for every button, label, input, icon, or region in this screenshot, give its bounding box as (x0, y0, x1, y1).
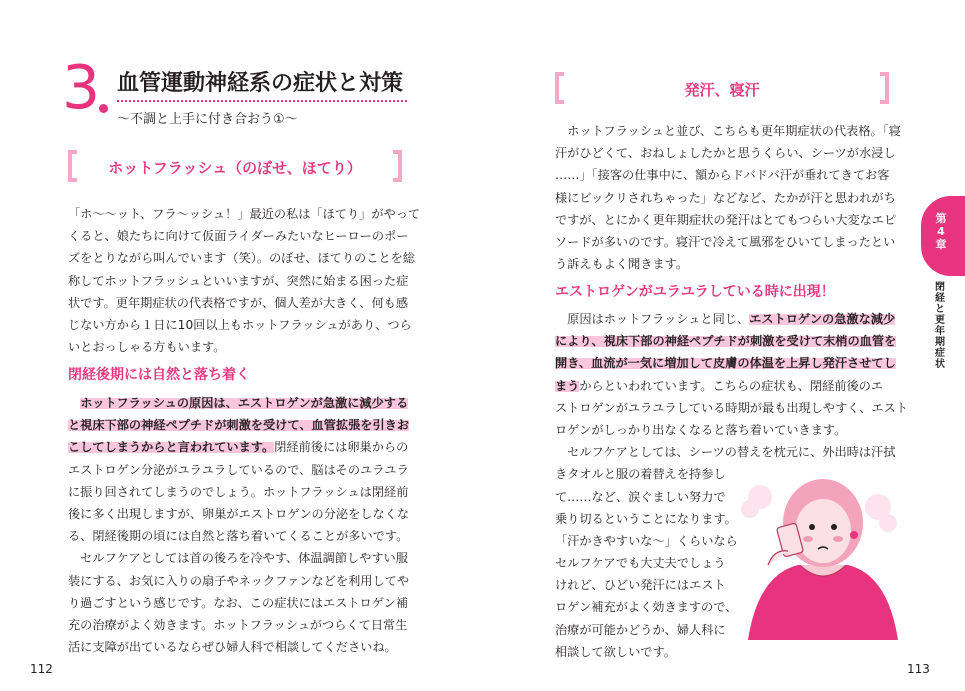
highlight-text: こしてしまうからと言われています。 (68, 440, 275, 455)
text-line: 汗がひどくて、おねしょしたかと思うくらい、シーツが水浸し (555, 146, 896, 161)
chapter-side-label: 閉経と更年期症状 (935, 282, 945, 370)
text-line: エストロゲン分泌がユラユラしているので、脳はそのユラユラ (68, 462, 409, 477)
text-line: いとおっしゃる方もいます。 (68, 340, 226, 355)
text-line (68, 414, 409, 436)
text-fragment: 原因はホットフラッシュと同じ、 (555, 312, 750, 326)
text-line: ホットフラッシュと並び、こちらも更年期症状の代表格。「寝 (555, 124, 901, 138)
highlight-text: により、視床下部の神経ペプチドが刺激を受けて末梢の血管を (555, 334, 897, 349)
text-line: 様にビックリされちゃった」などなど、たかが汗と思われがち (555, 190, 896, 205)
text-line: て……など、涙ぐましい努力で (555, 489, 726, 504)
text-line: 状です。更年期症状の代表格ですが、個人差が大きく、何も感 (68, 295, 409, 310)
highlight-text: 開き、血流が一気に増加して皮膚の体温を上昇し発汗させてし (555, 356, 896, 371)
chapter-dot (99, 104, 108, 113)
text-line: り過ごすという感じです。なお、この症状にはエストロゲン補 (68, 595, 409, 610)
section-heading-text: ホットフラッシュ（のぼせ、ほてり） (108, 159, 362, 177)
text-line: ソードが多いのです。寝汗で冷えて風邪をひいてしまったとい (555, 234, 896, 249)
bracket-right (880, 72, 889, 104)
chapter-number: 3 (62, 53, 99, 123)
sub-heading: エストロゲンがユラユラしている時に出現！ (555, 284, 835, 300)
text-line: セルフケアとしては、シーツの替えを枕元に、外出時は汗拭 (555, 445, 896, 460)
highlight-text: と視床下部の神経ペプチドが刺激を受けて、血管拡張を引きお (68, 418, 410, 433)
chapter-tab-text: 第4章 (935, 212, 947, 251)
page-number-right: 113 (907, 662, 930, 676)
text-line (555, 308, 908, 330)
text-line (68, 392, 409, 414)
text-line: けれど、ひどい発汗にはエスト (555, 578, 726, 593)
text-line: 充の治療がよく効きます。ホットフラッシュがつらくて日常生 (68, 617, 408, 632)
text-line (555, 330, 908, 352)
text-line: ですが、とにかく更年期症状の発汗はとてもつらい大変なエピ (555, 212, 897, 227)
chapter-title: 血管運動神経系の症状と対策 (117, 71, 404, 96)
text-line: 活に支障が出ているならぜひ婦人科で相談してくださいね。 (68, 640, 397, 655)
chapter-rule (117, 100, 407, 102)
text-line: ……」「接客の仕事中に、額からドバドバ汗が垂れてきてお客 (555, 168, 890, 183)
section-heading-text: 発汗、寝汗 (684, 81, 760, 99)
text-line: 治療が可能かどうか、婦人科に (555, 622, 726, 637)
text-line: 乗り切るということになります。 (555, 511, 737, 526)
text-line: 「汗かきやすいな〜」くらいなら (555, 533, 738, 548)
text-line: に振り回されてしまうのでしょう。ホットフラッシュは閉経前 (68, 484, 409, 499)
highlight-text: エストロゲンの急激な減少 (749, 312, 896, 326)
text-line: ストロゲンがユラユラしている時期が最も出現しやすく、エスト (555, 400, 908, 415)
text-line: 相談して欲しいです。 (555, 644, 676, 659)
sweating-woman-illustration (738, 465, 908, 640)
section-heading-hot-flash (68, 150, 402, 184)
left-page (0, 0, 482, 691)
section1-body (68, 203, 420, 358)
page-number-left: 112 (30, 662, 53, 676)
text-fragment: からといわれています。こちらの症状も、閉経前後のエ (579, 378, 884, 393)
text-line: ロゲン補充がよく効きますので、 (555, 600, 738, 615)
highlight-text: ホットフラッシュの原因は、エストロゲンが急激に減少する (80, 396, 409, 410)
text-line: 装にする、お気に入りの扇子やネックファンなどを利用してや (68, 573, 410, 588)
text-line: セルフケアとしては首の後ろを冷やす、体温調節しやすい服 (68, 551, 408, 566)
text-line: 称してホットフラッシュといいますが、突然に始まる困った症 (68, 273, 409, 288)
text-line: る、閉経後期の頃には自然と落ち着いてくることが多いです。 (68, 529, 409, 544)
text-line: じない方から１日に10回以上もホットフラッシュがあり、つら (68, 317, 412, 332)
text-line: くると、娘たちに向けて仮面ライダーみたいなヒーローのポー (68, 229, 409, 244)
text-line (555, 375, 908, 397)
section1-body (555, 120, 901, 275)
bracket-right (393, 150, 402, 182)
text-line: セルフケアでも大丈夫でしょう (555, 556, 726, 571)
section2-body (68, 392, 409, 658)
text-line: 「ホ〜〜ット、フラ〜ッシュ！」最近の私は「ほてり」がやって (68, 207, 421, 221)
text-fragment: 閉経前後には卵巣からの (274, 440, 409, 455)
highlight-text: まう (555, 378, 580, 393)
text-line: ロゲンがしっかり出なくなると落ち着いていきます。 (555, 422, 847, 437)
text-line: 後に多く出現しますが、卵巣がエストロゲンの分泌をしなくな (68, 506, 410, 521)
sub-heading: 閉経後期には自然と落ち着く (68, 367, 250, 383)
chapter-subtitle: 〜不調と上手に付き合おう①〜 (117, 112, 298, 127)
section-heading-sweating (555, 72, 889, 106)
text-line (555, 352, 908, 374)
text-line: ズをとりながら叫んでいます（笑）。のぼせ、ほてりのことを総 (68, 251, 415, 266)
text-line: きタオルと服の着替えを持参し (555, 467, 726, 482)
text-line: う訴えもよく聞きます。 (555, 257, 689, 272)
text-line (68, 436, 409, 458)
